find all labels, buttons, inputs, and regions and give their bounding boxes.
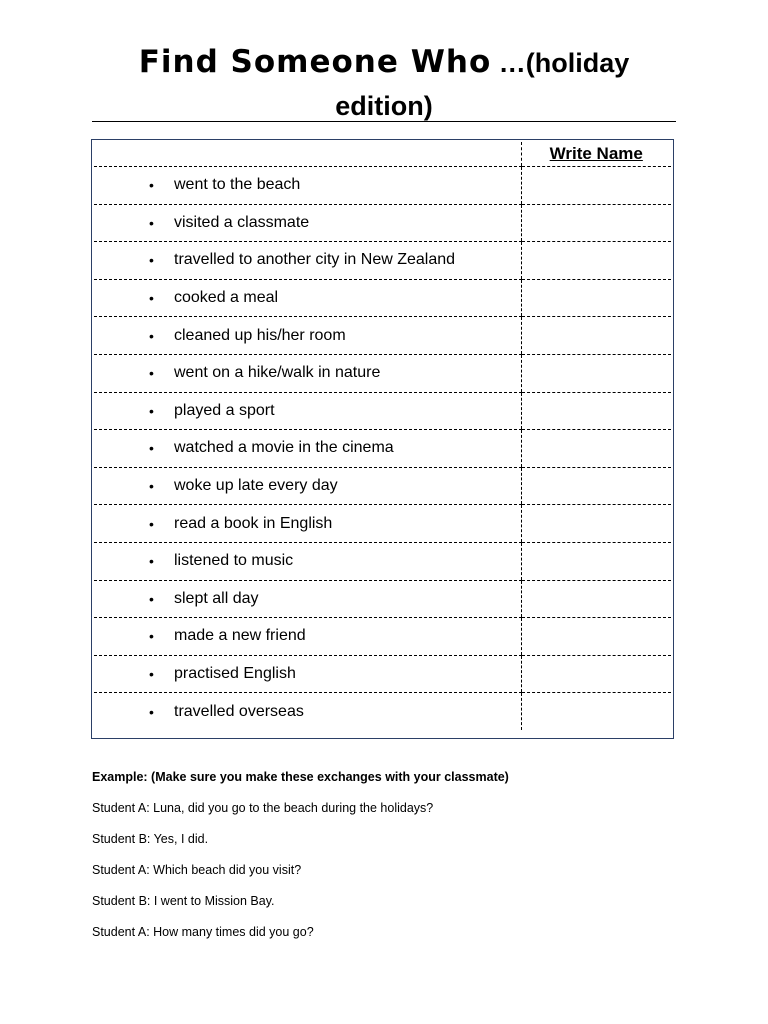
table-row [94, 279, 671, 317]
write-name-cell[interactable] [521, 505, 671, 543]
table-row [94, 618, 671, 656]
write-name-cell[interactable] [521, 655, 671, 693]
activity-label: travelled overseas [174, 702, 304, 720]
example-lines [92, 799, 692, 954]
activity-item [94, 251, 521, 269]
activity-label: visited a classmate [174, 213, 310, 231]
bullet-icon: • [149, 252, 154, 269]
table-row [94, 317, 671, 355]
table-row [94, 354, 671, 392]
bullet-icon: • [149, 177, 154, 194]
activity-item [94, 439, 521, 457]
example-line: Student A: Luna, did you go to the beach during the holidays? [92, 801, 434, 815]
example-line: Student A: How many times did you go? [92, 925, 314, 939]
write-name-cell[interactable] [521, 279, 671, 317]
table-row [94, 392, 671, 430]
activity-label: travelled to another city in New Zealand [174, 251, 456, 269]
bullet-icon: • [149, 327, 154, 344]
activity-cell [94, 467, 521, 505]
write-name-cell[interactable] [521, 580, 671, 618]
write-name-cell[interactable] [521, 354, 671, 392]
activity-cell [94, 204, 521, 242]
title-suffix: …(holiday [491, 48, 630, 78]
bullet-icon: • [149, 440, 154, 457]
table-row [94, 693, 671, 730]
activity-item [94, 477, 521, 495]
example-line: Student B: Yes, I did. [92, 832, 209, 846]
activity-cell [94, 618, 521, 656]
activity-label: went to the beach [174, 176, 301, 194]
title-underline-rule [92, 121, 676, 122]
bullet-icon: • [149, 478, 154, 495]
bullet-icon: • [149, 515, 154, 532]
table-header-row [94, 142, 671, 167]
bullet-icon: • [149, 290, 154, 307]
example-dialogue [92, 768, 692, 954]
title-line2: edition) [335, 91, 433, 121]
write-name-cell[interactable] [521, 242, 671, 280]
activity-label: woke up late every day [174, 477, 338, 495]
activity-label: practised English [174, 665, 296, 683]
activity-item [94, 552, 521, 570]
table-row [94, 542, 671, 580]
activity-item [94, 364, 521, 382]
activity-label: read a book in English [174, 514, 333, 532]
activity-label: cleaned up his/her room [174, 326, 346, 344]
activity-cell [94, 279, 521, 317]
activity-table-frame [91, 139, 674, 739]
bullet-icon: • [149, 214, 154, 231]
activity-label: slept all day [174, 589, 259, 607]
activity-label: watched a movie in the cinema [174, 439, 394, 457]
activity-cell [94, 693, 521, 730]
example-line: Student B: I went to Mission Bay. [92, 894, 275, 908]
activity-cell [94, 580, 521, 618]
example-line: Student A: Which beach did you visit? [92, 863, 302, 877]
table-row [94, 655, 671, 693]
activity-item [94, 289, 521, 307]
activity-cell [94, 242, 521, 280]
activity-label: listened to music [174, 552, 294, 570]
activity-item [94, 176, 521, 194]
table-row [94, 167, 671, 205]
activity-label: went on a hike/walk in nature [174, 364, 381, 382]
bullet-icon: • [149, 553, 154, 570]
activity-label: cooked a meal [174, 289, 279, 307]
activity-cell [94, 430, 521, 468]
table-row [94, 505, 671, 543]
bullet-icon: • [149, 628, 154, 645]
activity-item [94, 214, 521, 232]
activity-item [94, 515, 521, 533]
bullet-icon: • [149, 402, 154, 419]
activity-item [94, 402, 521, 420]
table-row [94, 467, 671, 505]
activity-item [94, 703, 521, 721]
activity-cell [94, 655, 521, 693]
table-row [94, 204, 671, 242]
activity-label: played a sport [174, 401, 275, 419]
activity-cell [94, 392, 521, 430]
activity-cell [94, 167, 521, 205]
write-name-cell[interactable] [521, 430, 671, 468]
activity-cell [94, 542, 521, 580]
activity-cell [94, 354, 521, 392]
activity-item [94, 665, 521, 683]
table-row [94, 430, 671, 468]
example-heading: Example: (Make sure you make these exchanges with your classmate) [92, 770, 509, 784]
bullet-icon: • [149, 703, 154, 720]
write-name-cell[interactable] [521, 204, 671, 242]
activity-item [94, 590, 521, 608]
write-name-cell[interactable] [521, 542, 671, 580]
bullet-icon: • [149, 365, 154, 382]
bullet-icon: • [149, 666, 154, 683]
activity-item [94, 627, 521, 645]
table-row [94, 242, 671, 280]
write-name-cell[interactable] [521, 618, 671, 656]
write-name-cell[interactable] [521, 317, 671, 355]
activity-label: made a new friend [174, 627, 306, 645]
bullet-icon: • [149, 590, 154, 607]
activity-header-cell [94, 142, 521, 167]
write-name-cell[interactable] [521, 392, 671, 430]
activity-table [94, 142, 671, 730]
worksheet-title [92, 40, 676, 124]
write-name-cell[interactable] [521, 693, 671, 730]
activity-cell [94, 505, 521, 543]
write-name-header: Write Name [549, 144, 643, 163]
activity-item [94, 327, 521, 345]
title-main: Find Someone Who [138, 44, 492, 80]
activity-cell [94, 317, 521, 355]
write-name-cell[interactable] [521, 467, 671, 505]
write-name-header-cell [521, 142, 671, 167]
table-row [94, 580, 671, 618]
write-name-cell[interactable] [521, 167, 671, 205]
